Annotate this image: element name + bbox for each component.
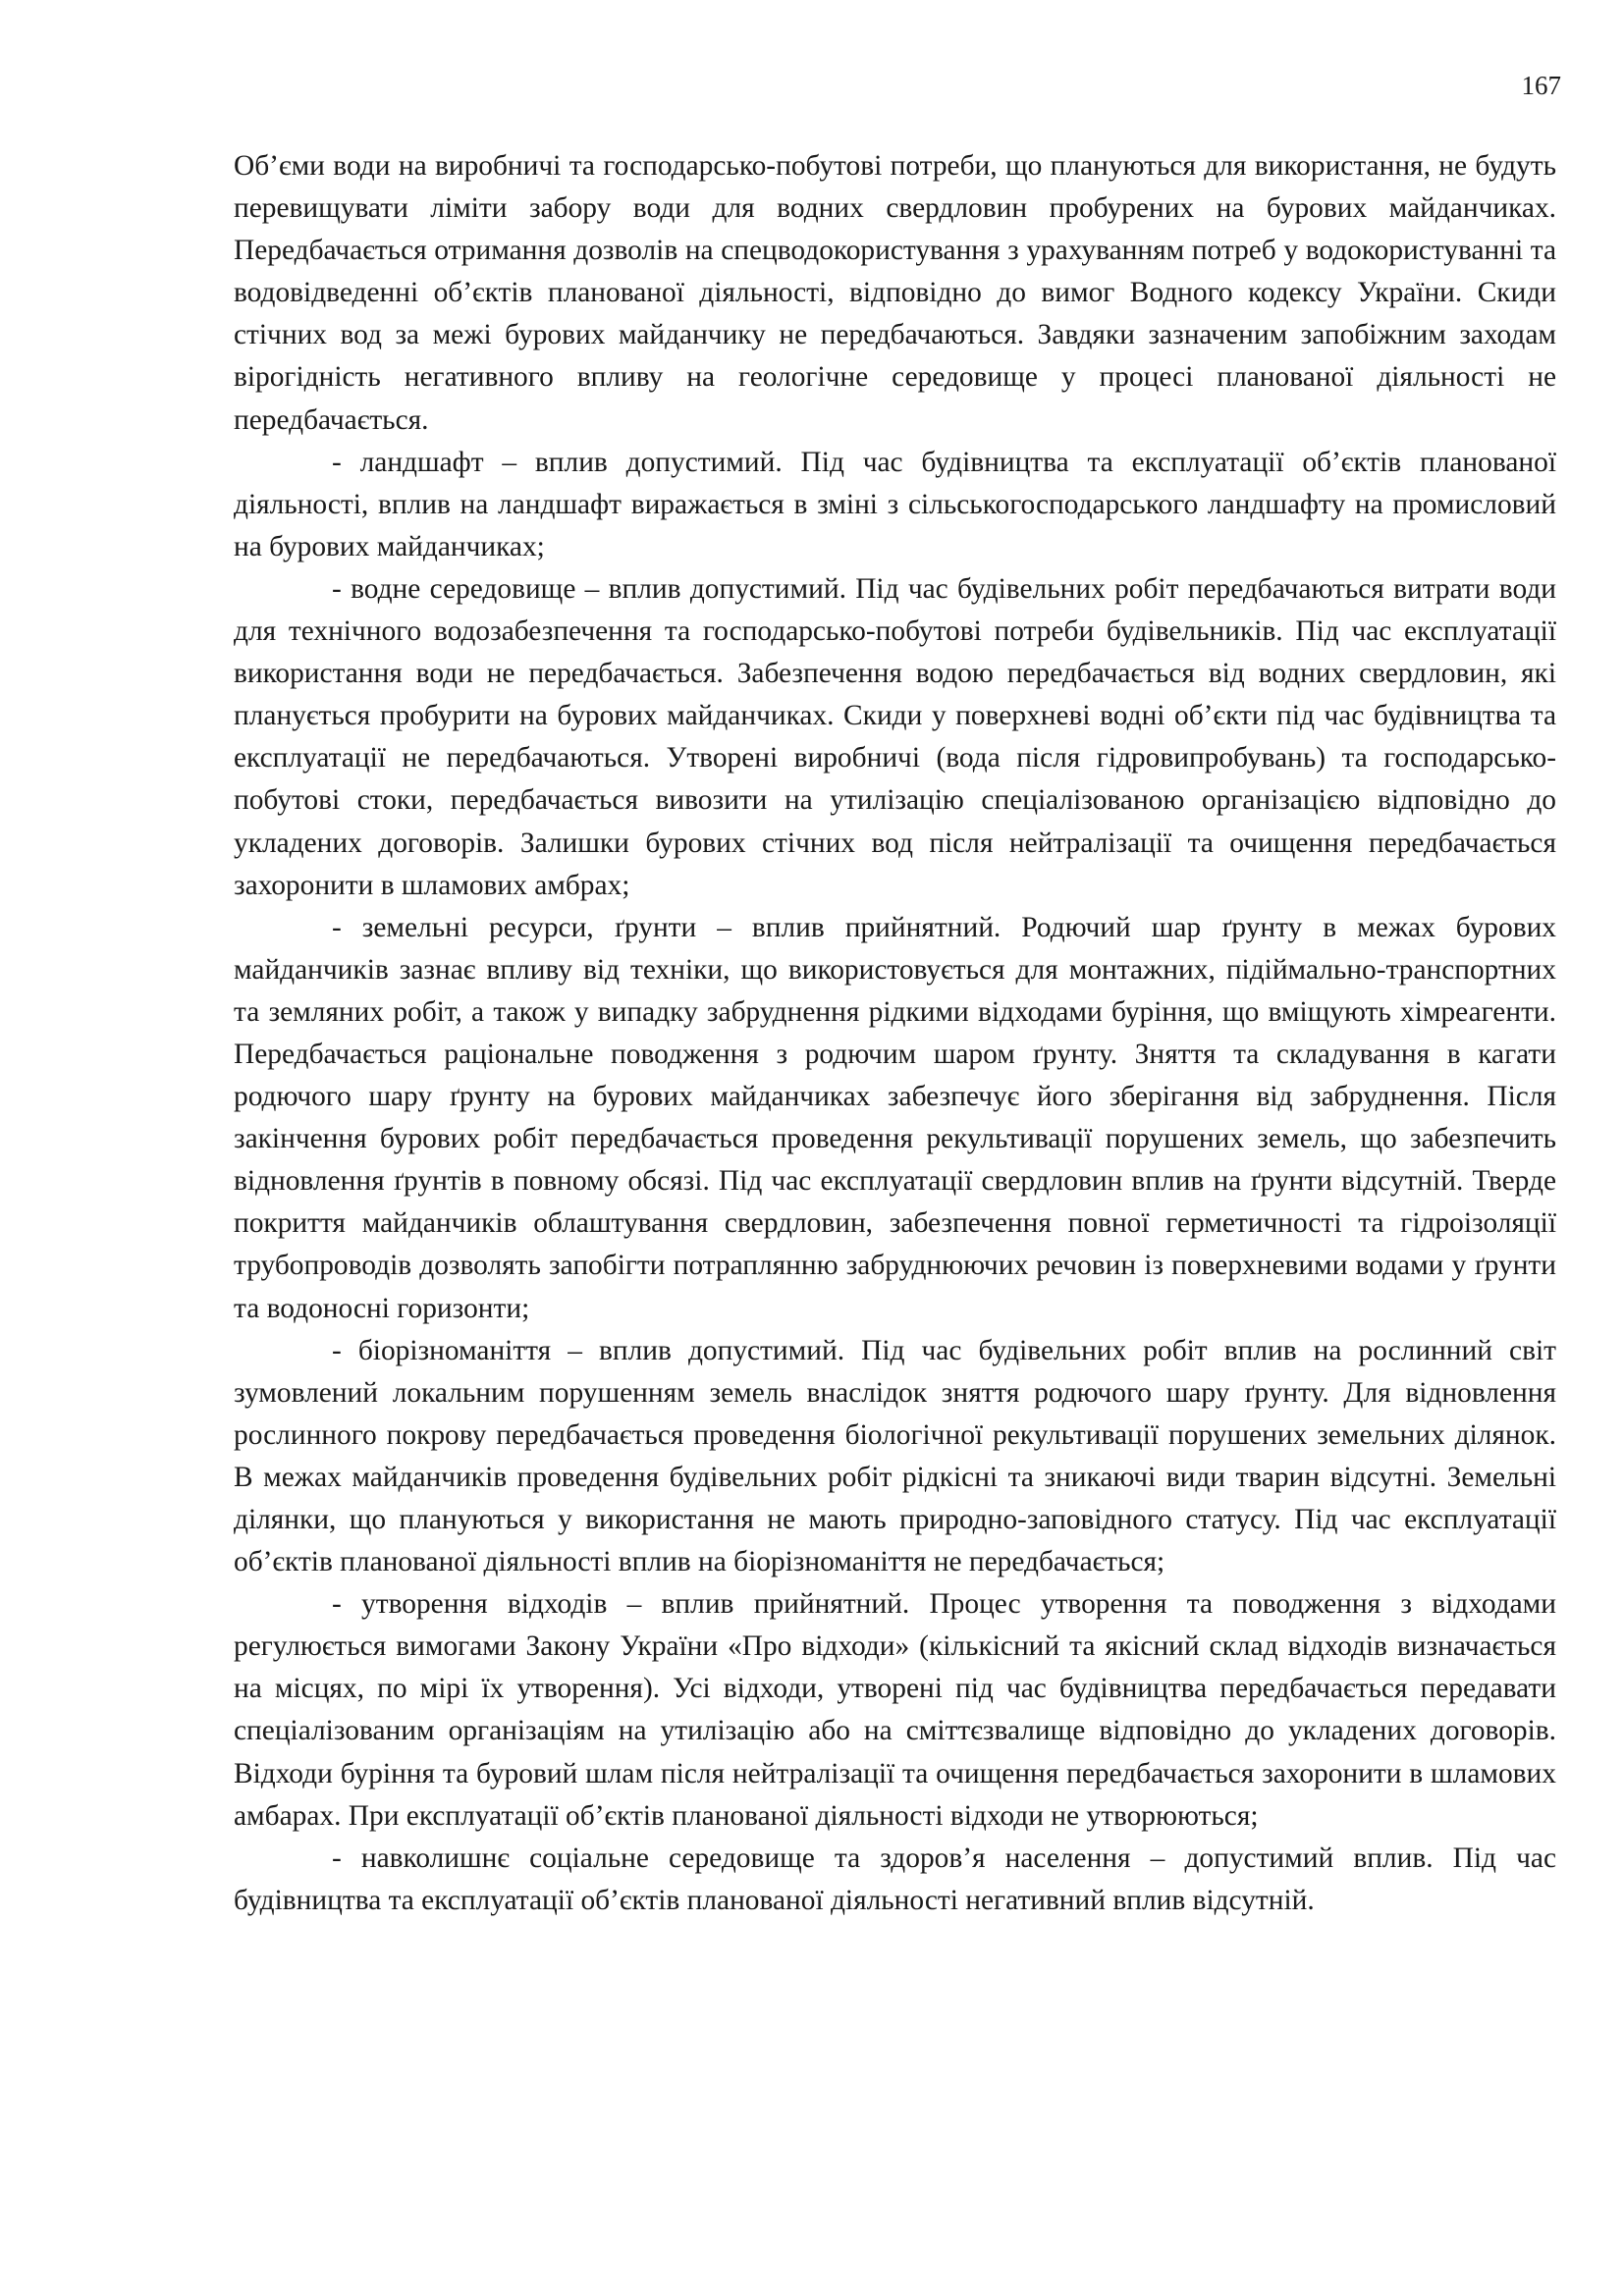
page-number: 167	[1521, 71, 1561, 100]
page-body	[234, 145, 1556, 1922]
paragraph-waste: - утворення відходів – вплив прийнятний. Процес утворення та поводження з відходами регулюється вимогами Закону України «Про відходи» (кількісний та якісний склад відходів визначається на місцях, по мірі їх утворення). Усі відходи, утворені під час будівництва передбачається передавати спеціалізованим організаціям на утилізацію або на сміттєзвалище відповідно до укладених договорів. Відходи буріння та буровий шлам після нейтралізації та очищення передбачається захоронити в шламових амбарах. При експлуатації об’єктів планованої діяльності відходи не утворюються;	[234, 1588, 1556, 1832]
paragraph-biodiversity: - біорізноманіття – вплив допустимий. Під час будівельних робіт вплив на рослинний світ зумовлений локальним порушенням земель внаслідок зняття родючого шару ґрунту. Для відновлення рослинного покрову передбачається проведення біологічної рекультивації порушених земельних ділянок. В межах майданчиків проведення будівельних робіт рідкісні та зникаючі види тварин відсутні. Земельні ділянки, що плануються у використання не мають природно-заповідного статусу. Під час експлуатації об’єктів планованої діяльності вплив на біорізноманіття не передбачається;	[234, 1334, 1556, 1578]
paragraph-landscape: - ландшафт – вплив допустимий. Під час будівництва та експлуатації об’єктів планованої діяльності, вплив на ландшафт виражається в зміні з сільськогосподарського ландшафту на промисловий на бурових майданчиках;	[234, 446, 1556, 562]
paragraph-land-resources: - земельні ресурси, ґрунти – вплив прийнятний. Родючий шар ґрунту в межах бурових майданчиків зазнає впливу від техніки, що використовується для монтажних, підіймально-транспортних та земляних робіт, а також у випадку забруднення рідкими відходами буріння, що вміщують хімреагенти. Передбачається раціональне поводження з родючим шаром ґрунту. Зняття та складування в кагати родючого шару ґрунту на бурових майданчиках забезпечує його зберігання від забруднення. Після закінчення бурових робіт передбачається проведення рекультивації порушених земель, що забезпечить відновлення ґрунтів в повному обсязі. Під час експлуатації свердловин вплив на ґрунти відсутній. Тверде покриття майданчиків облаштування свердловин, забезпечення повної герметичності та гідроізоляції трубопроводів дозволять запобігти потраплянню забруднюючих речовин із поверхневими водами у ґрунти та водоносні горизонти;	[234, 911, 1556, 1324]
paragraph-social-environment: - навколишнє соціальне середовище та здоров’я населення – допустимий вплив. Під час будівництва та експлуатації об’єктів планованої діяльності негативний вплив відсутній.	[234, 1842, 1556, 1916]
paragraph-water-environment: - водне середовище – вплив допустимий. Під час будівельних робіт передбачаються витрати води для технічного водозабезпечення та господарсько-побутові потреби будівельників. Під час експлуатації використання води не передбачається. Забезпечення водою передбачається від водних свердловин, які планується пробурити на бурових майданчиках. Скиди у поверхневі водні об’єкти під час будівництва та експлуатації не передбачаються. Утворені виробничі (вода після гідровипробувань) та господарсько-побутові стоки, передбачається вивозити на утилізацію спеціалізованою організацією відповідно до укладених договорів. Залишки бурових стічних вод після нейтралізації та очищення передбачається захоронити в шламових амбрах;	[234, 572, 1556, 901]
paragraph-water-use: Об’єми води на виробничі та господарсько-побутові потреби, що плануються для використання, не будуть перевищувати ліміти забору води для водних свердловин пробурених на бурових майданчиках. Передбачається отримання дозволів на спецводокористування з урахуванням потреб у водокористуванні та водовідведенні об’єктів планованої діяльності, відповідно до вимог Водного кодексу України. Скиди стічних вод за межі бурових майданчику не передбачаються. Завдяки зазначеним запобіжним заходам вірогідність негативного впливу на геологічне середовище у процесі планованої діяльності не передбачається.	[234, 150, 1556, 436]
